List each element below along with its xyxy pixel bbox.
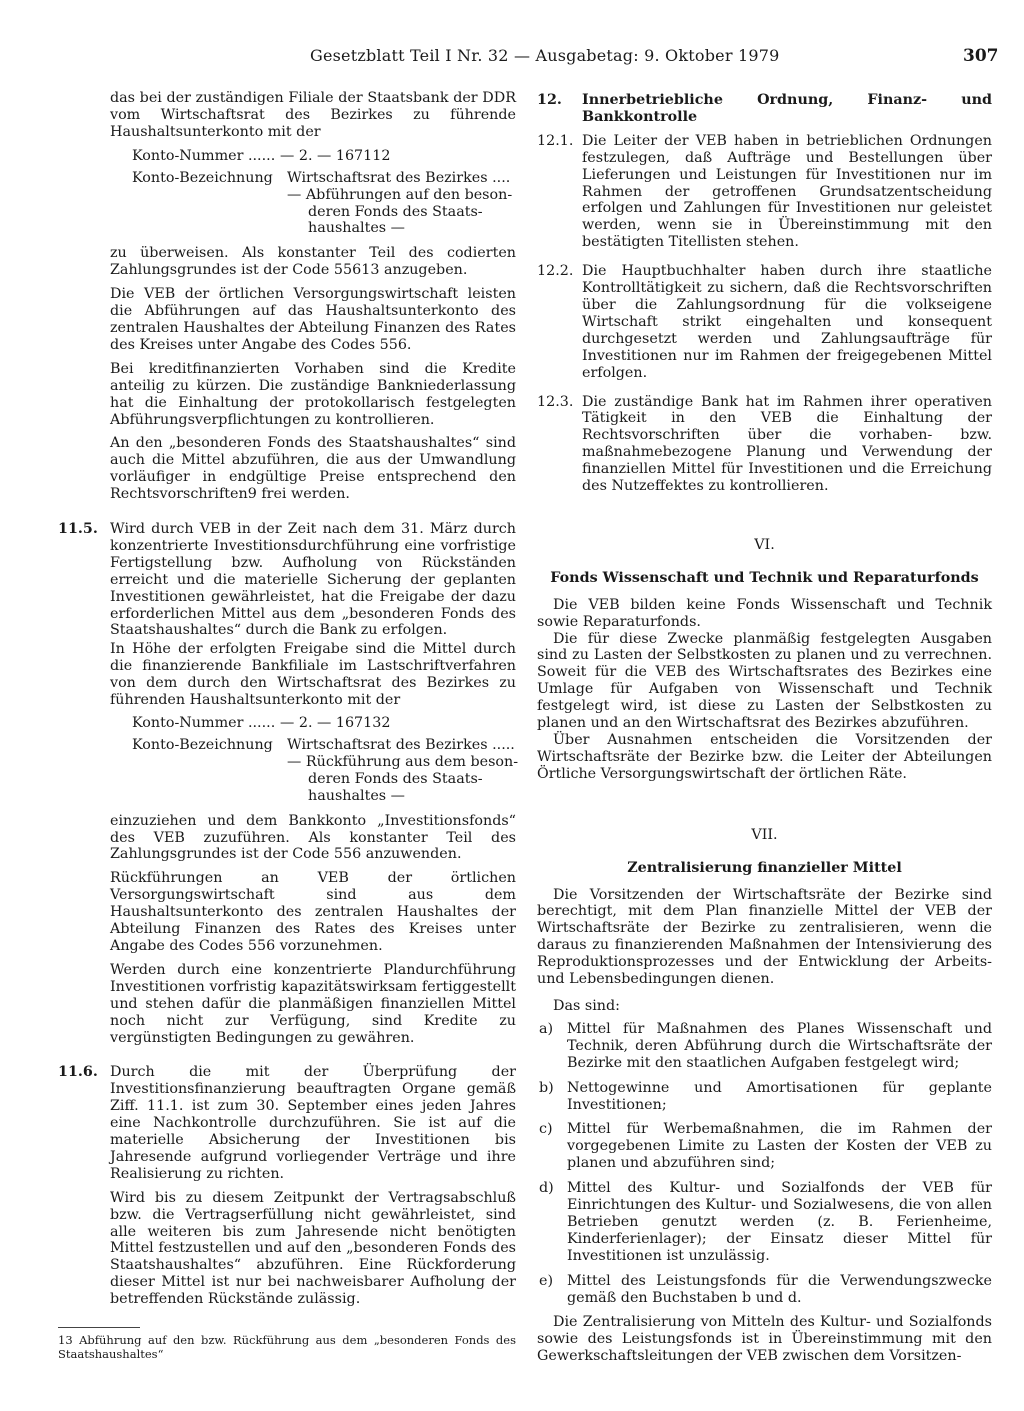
list-item-text: Mittel für Maßnahmen des Planes Wissenschaft und Technik, deren Abführung durch die Wirtschaftsräte der Bezirke mit den staatlichen Aufgaben festgelegt wird; [567,1020,992,1071]
paragraph: Werden durch eine konzentrierte Plandurchführung Investitionen vorfristig kapazitätswirksam fertiggestellt und stehen dafür die planmäßigen finanziellen Mittel noch nicht zur Verfügung, sind Kredite zu vergünstigten Bedingungen zu gewähren. [110,961,516,1046]
account-number-label: Konto-Nummer ...... [132,715,276,731]
section-number: 11.6. [58,1064,98,1081]
account-name-label: Konto-Bezeichnung [132,737,273,753]
list-item-text: Nettogewinne und Amortisationen für geplante Investitionen; [567,1079,992,1113]
paragraph: Die Hauptbuchhalter haben durch ihre staatliche Kontrolltätigkeit zu sichern, daß die Rechtsvorschriften über die Zahlungsordnung für die volkseigene Wirtschaft strikt eingehalten und konsequent durchgesetzt werden und Zahlungsaufträge für Investitionen nur im Rahmen der freigegebenen Mittel erfolgen. [582,263,992,381]
list-marker: e) [539,1272,554,1289]
paragraph: Die Zentralisierung von Mitteln des Kultur- und Sozialfonds sowie des Leistungsfonds ist in Übereinstimmung mit den Gewerkschaftsleitungen der VEB zwischen dem Vorsitzen- [537,1314,992,1365]
list-marker: c) [539,1121,553,1138]
list-item-text: Mittel des Kultur- und Sozialfonds der VEB für Einrichtungen des Kultur- und Sozialwesens, die von allen Betrieben genutzt werden (z. B. Ferienheime, Kinderferienlager); der Einsatz dieser Mittel für Investitionen ist unzulässig. [567,1180,992,1264]
account-name-row [110,737,519,805]
page-header [0,46,1024,70]
list-marker: d) [539,1180,554,1197]
section-11-6 [58,1064,516,1308]
section-12-3 [537,394,992,495]
left-column [58,90,519,1315]
account-number-row [110,715,516,732]
list-item [537,1180,992,1265]
paragraph: Rückführungen an VEB der örtlichen Versorgungswirtschaft sind aus dem Haushaltsunterkonto des zentralen Haushaltes der Abteilung Finanzen des Rates des Kreises unter Angabe des Codes 556 vorzunehmen. [110,870,516,954]
account-number-label: Konto-Nummer ...... [132,147,276,164]
paragraph: einzuziehen und dem Bankkonto „Investitionsfonds“ des VEB zuzuführen. Als konstanter Teil des Zahlungsgrundes ist der Code 556 anzuwenden. [110,812,516,863]
paragraph: Die zuständige Bank hat im Rahmen ihrer operativen Tätigkeit in den VEB die Einhaltung der Rechtsvorschriften über die vorhaben- bzw. maßnahmebezogene Planung und Verwendung der finanziellen Mittel für Investitionen und die Erreichung des Nutzeffektes zu kontrollieren. [582,393,992,495]
section-number: 11.5. [58,521,98,538]
section-number: 12. [537,92,562,108]
account-name-line: haushaltes — [308,220,405,237]
footnote [58,1333,516,1361]
account-name-value [287,170,516,238]
list-marker: a) [539,1020,554,1037]
paragraph: Die Vorsitzenden der Wirtschaftsräte der Bezirke sind berechtigt, mit dem Plan finanzielle Mittel der VEB der Wirtschaftsräte der Bezirke zu zentralisieren, wenn die daraus zu finanzierenden Maßnahmen der Intensivierung des Reproduktionsprozesses und der Entwicklung der Arbeits- und Lebensbedingungen dienen. [537,886,992,988]
account-block-1 [110,148,516,238]
paragraph: Bei kreditfinanzierten Vorhaben sind die Kredite anteilig zu kürzen. Die zuständige Bankniederlassung hat die Einhaltung der protokollarisch festgelegten Abführungsverpflichtungen zu kontrollieren. [110,360,516,428]
paragraph: Die für diese Zwecke planmäßig festgelegten Ausgaben sind zu Lasten der Selbstkosten zu planen und zu verrechnen. Soweit für die VEB des Wirtschaftsrates des Bezirkes eine Umlage für Aufgaben von Wissenschaft und Technik festgelegt wird, ist diese zu Lasten der Selbstkosten zu planen und an den Wirtschaftsrat des Bezirkes abzuführen. [537,630,992,732]
section-11-5 [58,521,519,1046]
account-number-value: — 2. — 167112 [280,147,391,164]
paragraph: In Höhe der erfolgten Freigabe sind die Mittel durch die finanzierende Bankfiliale im Lastschriftverfahren von dem durch den Wirtschaftsrat des Bezirkes zu führenden Haushaltsunterkonto mit der [110,641,516,709]
section-title: Innerbetriebliche Ordnung, Finanz- und Bankkontrolle [582,92,992,125]
gazette-header-title: Gesetzblatt Teil I Nr. 32 — Ausgabetag: 9. Oktober 1979 [310,46,780,65]
section-12-heading [537,92,992,126]
paragraph: Die VEB bilden keine Fonds Wissenschaft und Technik sowie Reparaturfonds. [537,596,992,630]
paragraph: Über Ausnahmen entscheiden die Vorsitzenden der Wirtschaftsräte der Bezirke bzw. die Leiter der Abteilungen Örtliche Versorgungswirtschaft der örtlichen Räte. [537,732,992,782]
section-title-vi: Fonds Wissenschaft und Technik und Reparaturfonds [550,569,979,586]
account-name-line: Wirtschaftsrat des Bezirkes ..... [287,737,515,753]
list-item [537,1021,992,1072]
list-item-text: Mittel für Werbemaßnahmen, die im Rahmen der vorgegebenen Limite zu Lasten der Kosten der VEB zu planen und abzuführen sind; [567,1121,992,1172]
paragraph: zu überweisen. Als konstanter Teil des codierten Zahlungsgrundes ist der Code 55613 anzugeben. [110,245,516,279]
account-number-row [110,148,516,165]
account-name-label: Konto-Bezeichnung [132,169,273,186]
section-roman-vi: VI. [754,536,775,553]
right-column [537,92,992,1365]
account-name-line: haushaltes — [308,787,405,804]
list-item [537,1121,992,1172]
paragraph: Durch die mit der Überprüfung der Investitionsfinanzierung beauftragten Organe gemäß Ziff. 11.1. ist zum 30. September eines jeden Jahres eine Nachkontrolle durchzuführen. Sie ist auf die materielle Absicherung der Investitionen bis Jahresende aufgrund vorliegender Verträge und ihre Realisierung zu richten. [110,1064,516,1182]
section-number: 12.1. [537,132,574,149]
paragraph: Die Leiter der VEB haben in betrieblichen Ordnungen festzulegen, daß Aufträge und Bestellungen über Lieferungen und Leistungen für Investitionen nur im Rahmen der getroffenen Grundsatzentscheidung erfolgen und Zahlungen für Investitionen nur geleistet werden, wenn sie in Übereinstimmung mit den bestätigten Titellisten stehen. [582,132,992,251]
page-number: 307 [963,46,999,66]
account-name-line: deren Fonds des Staats- [308,203,483,220]
account-name-line: — Abführungen auf den beson- [287,186,513,203]
section-roman-vii: VII. [751,826,778,843]
paragraph: Das sind: [553,997,620,1014]
section-number: 12.3. [537,393,574,410]
account-number-value: — 2. — 167132 [280,715,391,731]
list-marker: b) [539,1079,554,1096]
section-number: 12.2. [537,263,574,280]
enumerated-list [537,1021,992,1307]
list-item [537,1273,992,1307]
section-title-vii: Zentralisierung finanzieller Mittel [627,859,902,876]
paragraph: An den „besonderen Fonds des Staatshaushaltes“ sind auch die Mittel abzuführen, die aus der Umwandlung vorläufiger in endgültige Preise entsprechend den Rechtsvorschriften9 frei werden. [110,435,516,503]
footnote-text: 13 Abführung auf den bzw. Rückführung aus dem „besonderen Fonds des Staatshaushaltes“ [58,1333,516,1361]
section-12-2 [537,263,992,381]
paragraph: Wird bis zu diesem Zeitpunkt der Vertragsabschluß bzw. die Vertragserfüllung nicht gewährleistet, sind alle weiteren bis zum Jahresende nicht benötigten Mittel festzustellen und auf den „besonderen Fonds des Staatshaushaltes“ abzuführen. Eine Rückforderung dieser Mittel ist nur bei nachweisbarer Aufholung der betreffenden Rückstände zulässig. [110,1189,516,1308]
list-item-text: Mittel des Leistungsfonds für die Verwendungszwecke gemäß den Buchstaben b und d. [567,1272,992,1306]
account-name-row [110,170,516,238]
account-name-line: — Rückführung aus dem beson- [287,753,519,770]
paragraph: Die VEB der örtlichen Versorgungswirtschaft leisten die Abführungen auf das Haushaltsunterkonto des zentralen Haushaltes der Abteilung Finanzen des Rates des Kreises unter Angabe des Codes 556. [110,286,516,353]
paragraph: das bei der zuständigen Filiale der Staatsbank der DDR vom Wirtschaftsrat des Bezirkes zu führende Haushaltsunterkonto mit der [110,90,516,140]
account-name-value [287,737,519,805]
section-12-1 [537,133,992,251]
list-item [537,1080,992,1114]
account-name-line: Wirtschaftsrat des Bezirkes .... [287,169,511,186]
account-name-line: deren Fonds des Staats- [308,770,483,787]
footnote-rule [58,1327,140,1328]
paragraph: Wird durch VEB in der Zeit nach dem 31. März durch konzentrierte Investitionsdurchführung eine vorfristige Fertigstellung bzw. Aufholung von Rückständen erreicht und die materielle Sicherung der geplanten Investitionen gewährleistet, hat die Freigabe der dazu erforderlichen Mittel aus dem „besonderen Fonds des Staatshaushaltes“ durch die Bank zu erfolgen. [110,521,516,639]
